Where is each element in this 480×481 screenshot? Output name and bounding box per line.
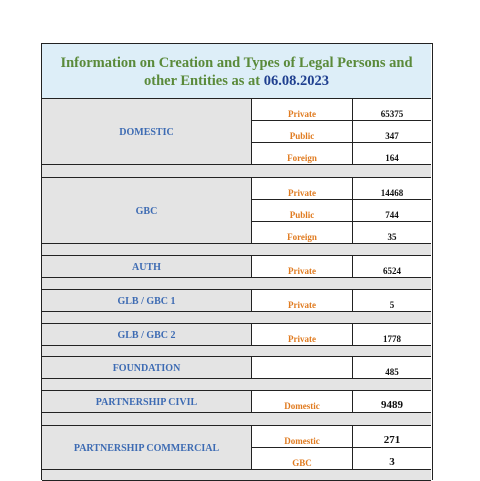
table-row (42, 391, 431, 413)
entry-type: Private (288, 300, 316, 310)
entry-value: 271 (352, 426, 431, 448)
table-row (42, 426, 431, 470)
entry-value: 3 (352, 448, 431, 470)
entry-value: 5 (352, 290, 431, 312)
entry-type: Private (288, 188, 316, 198)
row-label: GLB / GBC 2 (42, 324, 252, 346)
title-line-1: Information on Creation and Types of Legal Persons and (60, 55, 413, 71)
entry-value: 485 (352, 357, 431, 379)
entry-type: Foreign (287, 232, 317, 242)
table-title (42, 44, 431, 99)
title-date: 06.08.2023 (263, 73, 329, 89)
entry-type (252, 357, 352, 379)
entry-value: 744 (352, 200, 431, 222)
legal-persons-table (41, 43, 433, 480)
entry-type: Public (289, 131, 315, 141)
entry-value: 6524 (352, 256, 431, 278)
entry-type: Private (288, 334, 316, 344)
entry-value: 9489 (352, 391, 431, 413)
entry-type: GBC (292, 458, 312, 468)
row-label: AUTH (42, 256, 252, 278)
entry-value: 1778 (352, 324, 431, 346)
row-label: GBC (42, 178, 252, 244)
row-label: GLB / GBC 1 (42, 290, 252, 312)
entry-type: Domestic (284, 401, 320, 411)
entry-value: 65375 (352, 99, 431, 121)
row-label: PARTNERSHIP CIVIL (42, 391, 252, 413)
table-row (42, 99, 431, 165)
title-line-2 (42, 72, 431, 90)
table-row (42, 256, 431, 278)
title-prefix: other Entities as at (143, 73, 264, 89)
entry-value: 35 (352, 222, 431, 244)
table-row (42, 178, 431, 244)
row-label: FOUNDATION (42, 357, 252, 379)
table-row (42, 290, 431, 312)
entry-value: 14468 (352, 178, 431, 200)
row-label: DOMESTIC (42, 99, 252, 165)
entry-type: Public (289, 210, 315, 220)
entry-value: 164 (352, 143, 431, 165)
entry-type: Foreign (287, 153, 317, 163)
entry-type: Private (288, 109, 316, 119)
entry-type: Domestic (284, 436, 320, 446)
table-row (42, 324, 431, 346)
table-row (42, 357, 431, 379)
entry-type: Private (288, 266, 316, 276)
row-label: PARTNERSHIP COMMERCIAL (42, 426, 252, 470)
entry-value: 347 (352, 121, 431, 143)
